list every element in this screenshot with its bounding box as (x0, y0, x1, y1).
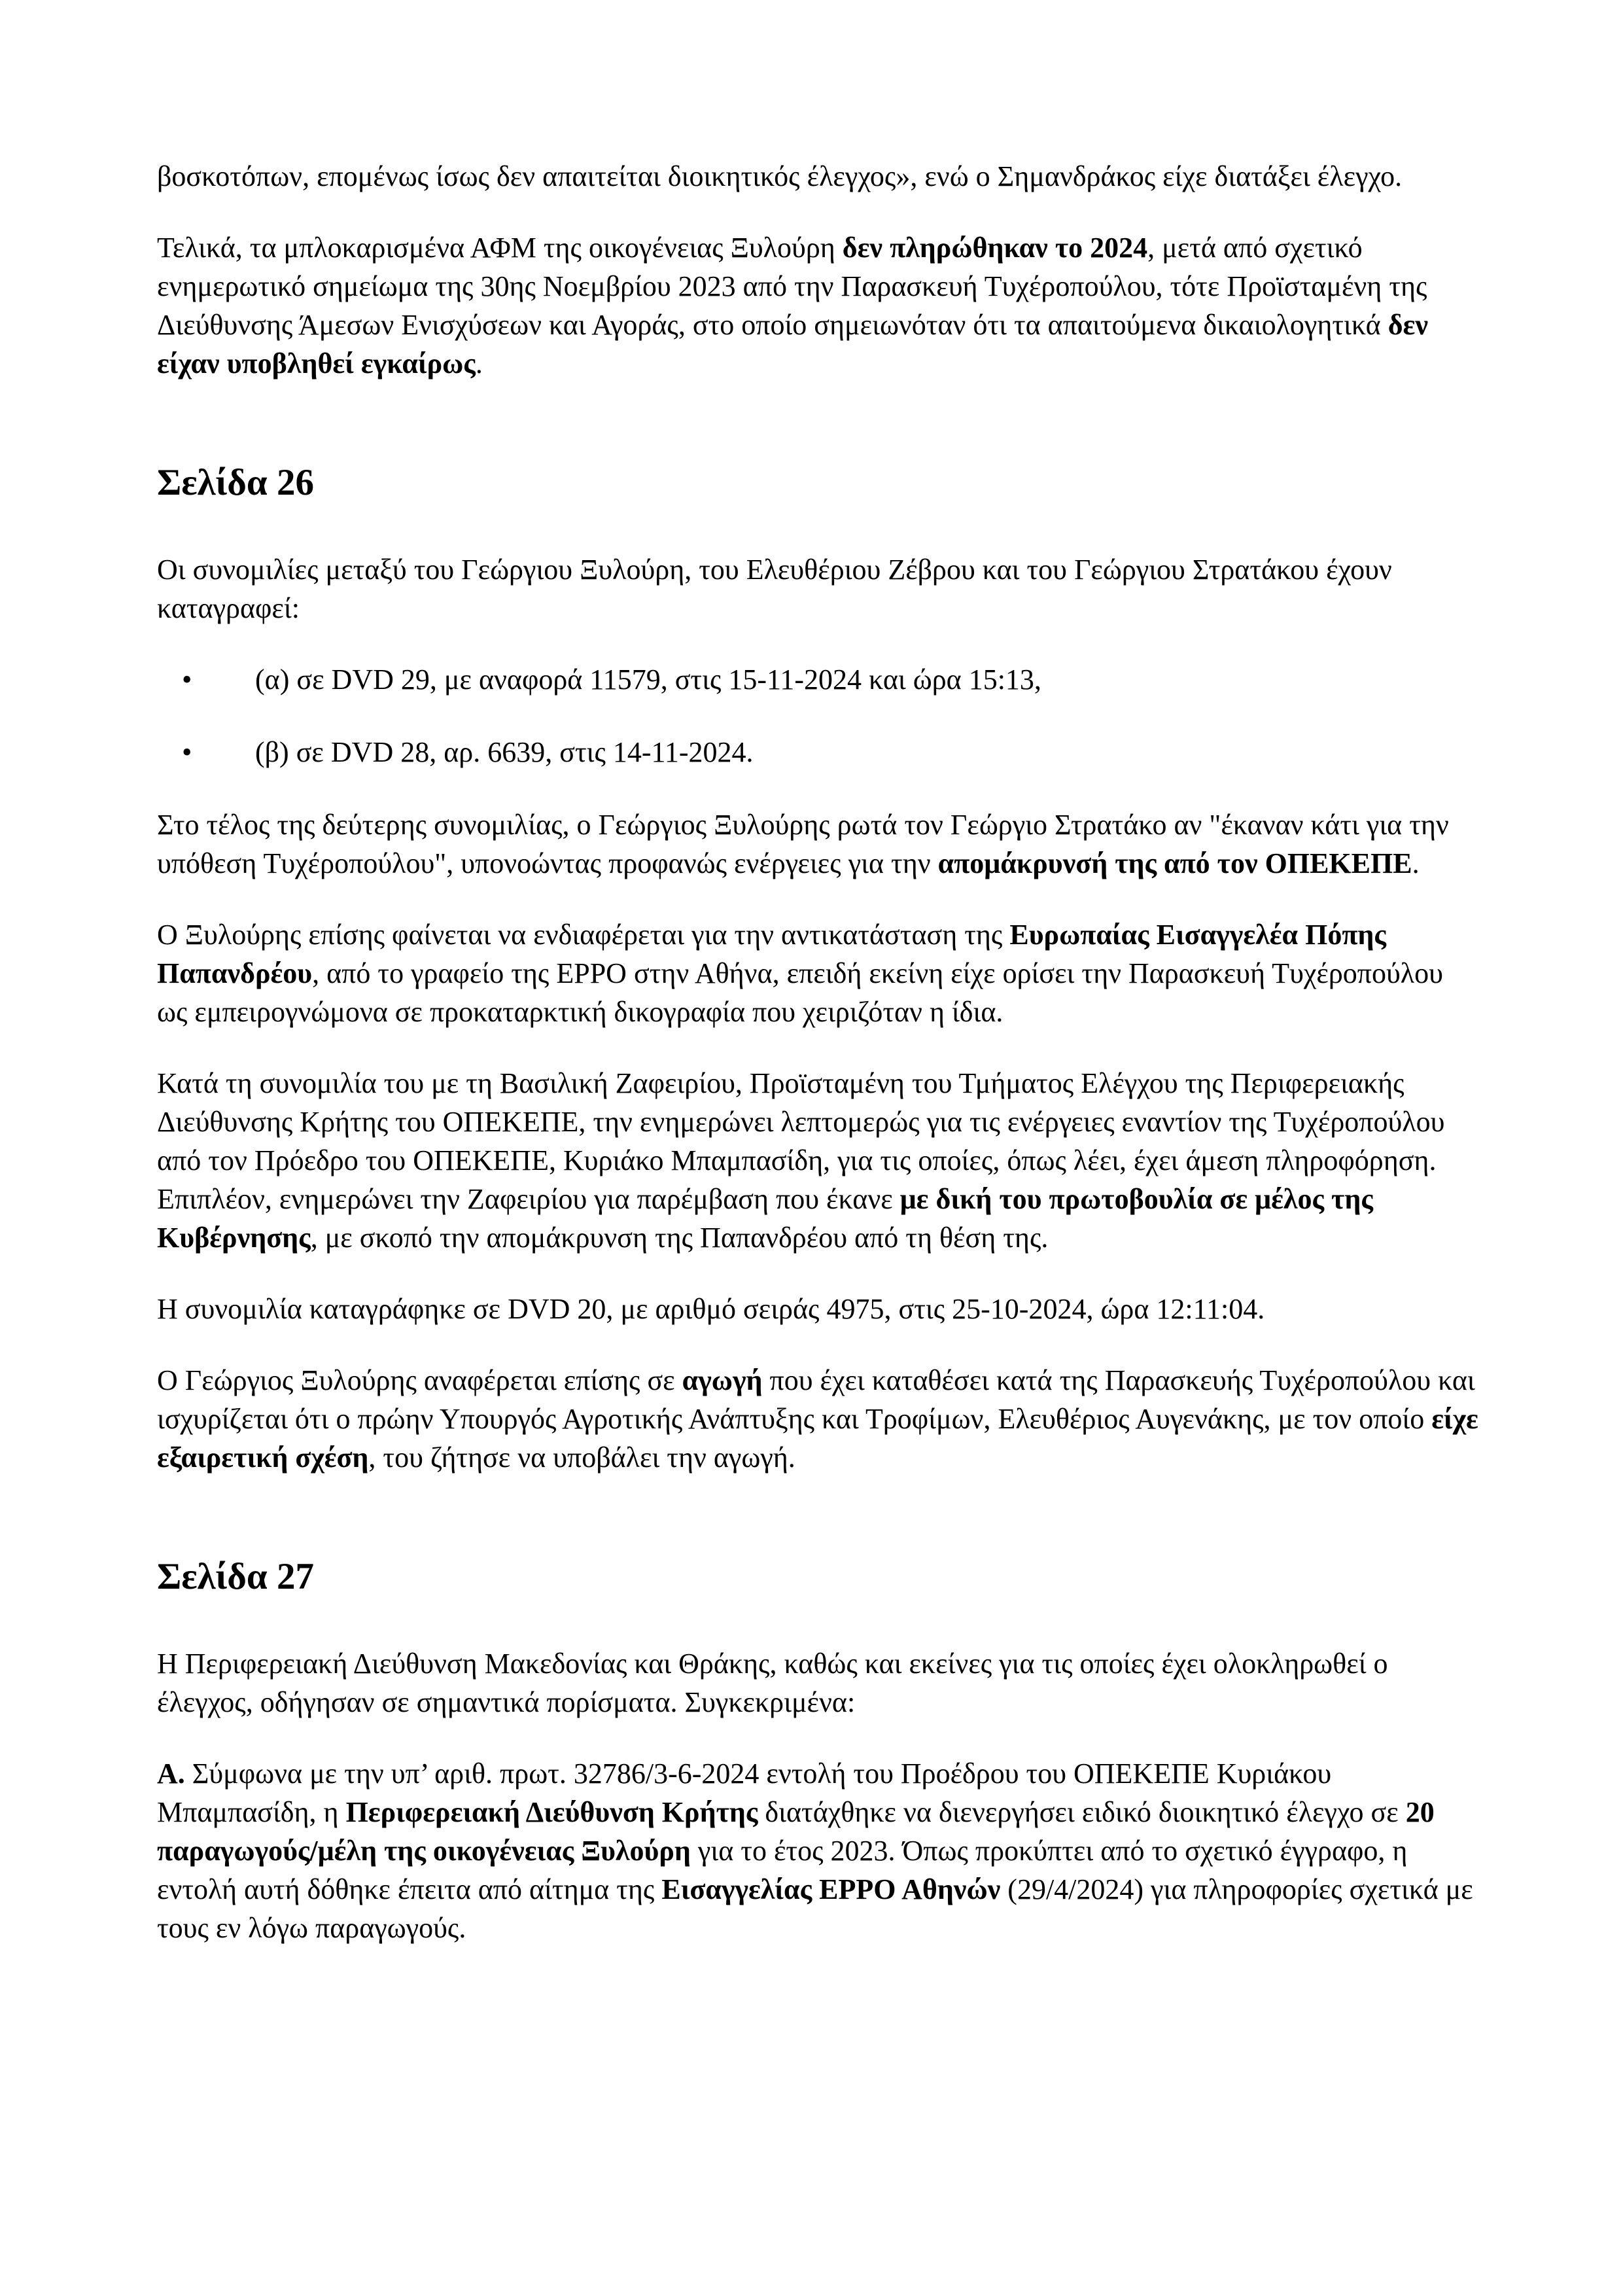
paragraph-text: (29/4/2024) για πληροφορίες σχετικά με τους εν λόγω παραγωγούς. (157, 1873, 1473, 1944)
section-heading-page-26: Σελίδα 26 (157, 462, 314, 503)
bold-emphasis: 20 παραγωγούς/μέλη της οικογένειας Ξυλούρη (157, 1796, 1435, 1867)
list-item-text: (β) σε DVD 28, αρ. 6639, στις 14-11-2024. (255, 736, 754, 768)
paragraph-text: Ο Γεώργιος Ξυλούρης αναφέρεται επίσης σε (157, 1364, 682, 1396)
paragraph-text: Κατά τη συνομιλία του με τη Βασιλική Ζαφειρίου, Προϊσταμένη του Τμήματος Ελέγχου της Περιφερειακής Διεύθυνσης Κρήτης του ΟΠΕΚΕΠΕ, την ενημερώνει λεπτομερώς για τις ενέργειες εναντίον της Τυχέροπούλου από τον Πρόεδρο του ΟΠΕΚΕΠΕ, Κυριάκο Μπαμπασίδη, για τις οποίες, όπως λέει, έχει άμεση πληροφόρηση. Επιπλέον, ενημερώνει την Ζαφειρίου για παρέμβαση που έκανε (157, 1067, 1445, 1215)
paragraph-text: διατάχθηκε να διενεργήσει ειδικό διοικητικό έλεγχο σε (758, 1796, 1406, 1828)
paragraph-text: Τελικά, τα μπλοκαρισμένα ΑΦΜ της οικογένειας Ξυλούρη (157, 232, 843, 264)
paragraph-text: , του ζήτησε να υποβάλει την αγωγή. (368, 1441, 795, 1474)
paragraph-text: , με σκοπό την απομάκρυνση της Παπανδρέου από τη θέση της. (310, 1222, 1049, 1254)
paragraph-regional-findings (157, 1644, 1478, 1722)
paragraph-continuation (157, 157, 1478, 196)
paragraph-prosecutor (157, 915, 1478, 1031)
paragraph-second-conversation (157, 805, 1478, 883)
paragraph-recording (157, 1290, 1478, 1328)
paragraph-point-a (157, 1754, 1478, 1947)
bold-emphasis: με δική του πρωτοβουλία σε μέλος της Κυβέρνησης (157, 1183, 1373, 1254)
bullet-list (157, 660, 1478, 771)
list-item (157, 660, 1478, 699)
bullet-icon: • (182, 663, 192, 696)
bold-emphasis: δεν πληρώθηκαν το 2024 (842, 232, 1148, 264)
paragraph-afm-blocked (157, 228, 1478, 383)
paragraph-text: που έχει καταθέσει κατά της Παρασκευής Τυχέροπούλου και ισχυρίζεται ότι ο πρώην Υπουργός Αγροτικής Ανάπτυξης και Τροφίμων, Ελευθέριος Αυγενάκης, με τον οποίο (157, 1364, 1475, 1435)
paragraph-text: βοσκοτόπων, επομένως ίσως δεν απαιτείται διοικητικός έλεγχος», ενώ ο Σημανδράκος είχε διατάξει έλεγχο. (157, 160, 1403, 192)
section-heading-page-27: Σελίδα 27 (157, 1556, 314, 1597)
point-label: Α. (157, 1757, 185, 1790)
paragraph-conversations (157, 550, 1478, 627)
paragraph-text: Η συνομιλία καταγράφηκε σε DVD 20, με αριθμό σειράς 4975, στις 25-10-2024, ώρα 12:11:04. (157, 1293, 1265, 1325)
bold-emphasis: απομάκρυνσή της από τον ΟΠΕΚΕΠΕ (937, 847, 1412, 879)
bold-emphasis: Ευρωπαίας Εισαγγελέα Πόπης Παπανδρέου (157, 919, 1386, 989)
paragraph-text: Οι συνομιλίες μεταξύ του Γεώργιου Ξυλούρη, του Ελευθέριου Ζέβρου και του Γεώργιου Στρατάκου έχουν καταγραφεί: (157, 554, 1392, 624)
paragraph-text: . (475, 347, 483, 380)
paragraph-text: Σύμφωνα με την υπ’ αριθ. πρωτ. 32786/3-6-2024 εντολή του Προέδρου του ΟΠΕΚΕΠΕ Κυριάκου Μπαμπασίδη, η (157, 1757, 1332, 1828)
bold-emphasis: είχε εξαιρετική σχέση (157, 1403, 1478, 1474)
document-page (157, 157, 1478, 1980)
bold-emphasis: αγωγή (682, 1364, 763, 1396)
bold-emphasis: Εισαγγελίας ΕΡΡΟ Αθηνών (661, 1873, 1001, 1905)
paragraph-text: για το έτος 2023. Όπως προκύπτει από το σχετικό έγγραφο, η εντολή αυτή δόθηκε έπειτα από αίτημα της (157, 1835, 1408, 1905)
bold-emphasis: Περιφερειακή Διεύθυνση Κρήτης (345, 1796, 758, 1828)
paragraph-text: , από το γραφείο της ΕΡΡΟ στην Αθήνα, επειδή εκείνη είχε ορίσει την Παρασκευή Τυχέροπούλου ως εμπειρογνώμονα σε προκαταρκτική δικογραφία που χειριζόταν η ίδια. (157, 957, 1443, 1028)
paragraph-text: , μετά από σχετικό ενημερωτικό σημείωμα της 30ης Νοεμβρίου 2023 από την Παρασκευή Τυχέροπούλου, τότε Προϊσταμένη της Διεύθυνσης Άμεσων Ενισχύσεων και Αγοράς, στο οποίο σημειωνόταν ότι τα απαιτούμενα δικαιολογητικά (157, 232, 1427, 341)
paragraph-text: Στο τέλος της δεύτερης συνομιλίας, ο Γεώργιος Ξυλούρης ρωτά τον Γεώργιο Στρατάκο αν "έκαναν κάτι για την υπόθεση Τυχέροπούλου", υπονοώντας προφανώς ενέργειες για την (157, 809, 1449, 879)
list-item-text: (α) σε DVD 29, με αναφορά 11579, στις 15-11-2024 και ώρα 15:13, (255, 663, 1041, 696)
paragraph-zafeiriou (157, 1064, 1478, 1257)
paragraph-text: Ο Ξυλούρης επίσης φαίνεται να ενδιαφέρεται για την αντικατάσταση της (157, 919, 1010, 951)
paragraph-lawsuit (157, 1361, 1478, 1477)
paragraph-text: . (1412, 847, 1420, 879)
bullet-icon: • (182, 736, 192, 768)
list-item (157, 733, 1478, 771)
paragraph-text: Η Περιφερειακή Διεύθυνση Μακεδονίας και Θράκης, καθώς και εκείνες για τις οποίες έχει ολοκληρωθεί ο έλεγχος, οδήγησαν σε σημαντικά πορίσματα. Συγκεκριμένα: (157, 1648, 1388, 1718)
bold-emphasis: δεν είχαν υποβληθεί εγκαίρως (157, 309, 1429, 380)
